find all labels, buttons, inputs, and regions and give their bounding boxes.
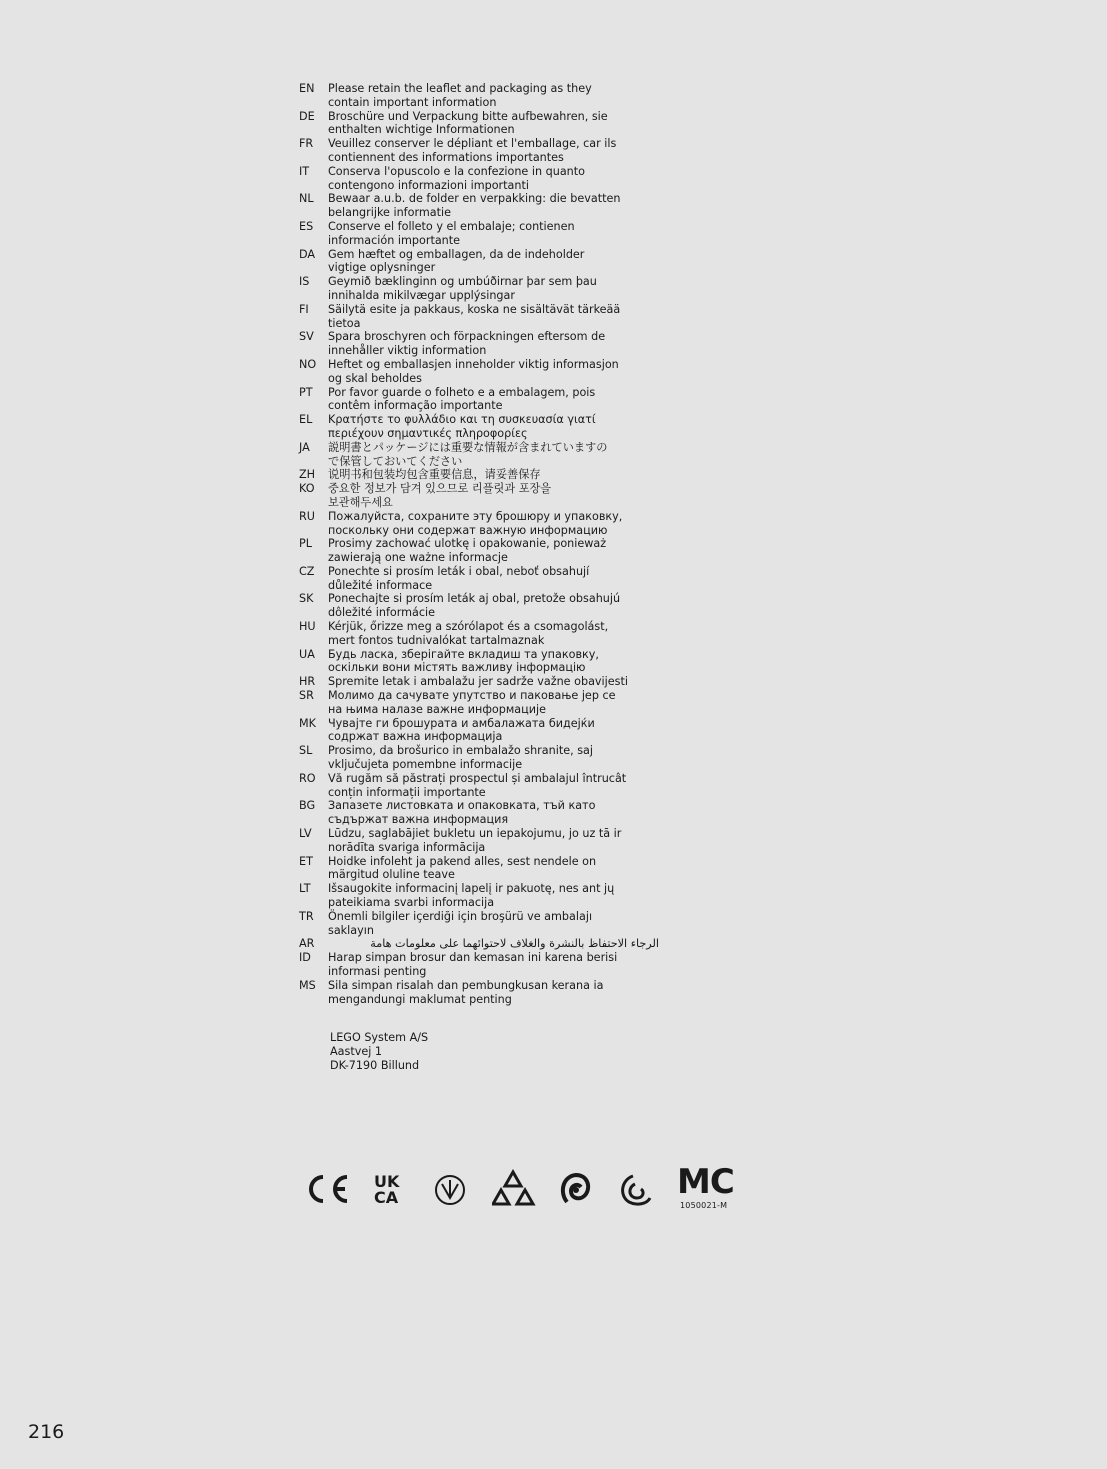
language-code: HR xyxy=(299,675,316,689)
mc-mark-icon: MC xyxy=(677,1162,734,1202)
notice-text: Conserva l'opuscolo e la confezione in quanto contengono informazioni importanti xyxy=(328,164,585,192)
language-entry xyxy=(299,413,659,441)
notice-text: Heftet og emballasjen inneholder viktig informasjon og skal beholdes xyxy=(328,357,619,385)
street: Aastvej 1 xyxy=(330,1044,383,1058)
language-code: SR xyxy=(299,689,314,703)
conformity-circle-icon xyxy=(433,1166,469,1210)
notice-text: Prosimo, da brošurico in embalažo shranite, saj vključujeta pomembne informacije xyxy=(328,744,594,772)
language-code: EN xyxy=(299,82,315,95)
language-code: IS xyxy=(299,275,310,289)
language-entry xyxy=(299,82,659,110)
language-code: NO xyxy=(299,357,317,371)
language-entry xyxy=(299,565,659,593)
swirl-mark-icon xyxy=(617,1166,653,1210)
language-entry xyxy=(299,330,659,358)
language-notice-list xyxy=(299,82,659,1006)
language-entry xyxy=(299,248,659,276)
language-entry xyxy=(299,772,659,800)
language-entry xyxy=(299,910,659,938)
language-code: ET xyxy=(299,854,313,868)
notice-text: Veuillez conserver le dépliant et l'emballage, car ils contiennent des informations importantes xyxy=(328,137,617,164)
notice-text: 중요한 정보가 담겨 있으므로 리플릿과 포장을 보관해두세요 xyxy=(328,482,552,509)
language-code: ZH xyxy=(299,468,316,482)
language-code: RU xyxy=(299,509,315,523)
language-entry xyxy=(299,620,659,648)
language-code: DA xyxy=(299,247,316,261)
notice-text: Запазете листовката и опаковката, тъй като съдържат важна информация xyxy=(328,799,596,827)
language-entry xyxy=(299,744,659,772)
language-entry xyxy=(299,441,659,469)
notice-text: 说明书和包装均包含重要信息，请妥善保存 xyxy=(328,468,541,482)
language-entry xyxy=(299,510,659,538)
manufacturer-address xyxy=(330,1031,428,1072)
language-code: MS xyxy=(299,978,316,992)
language-entry xyxy=(299,979,659,1007)
language-entry xyxy=(299,275,659,303)
language-code: FI xyxy=(299,302,309,316)
city: DK-7190 Billund xyxy=(330,1058,420,1072)
notice-text: Sila simpan risalah dan pembungkusan kerana ia mengandungi maklumat penting xyxy=(328,978,604,1006)
notice-text: Vă rugăm să păstrați prospectul și ambalajul întrucât conțin informații importante xyxy=(328,771,627,799)
language-code: HU xyxy=(299,620,316,634)
notice-text: Spara broschyren och förpackningen eftersom de innehåller viktig information xyxy=(328,330,606,358)
language-code: MK xyxy=(299,716,316,730)
notice-text: Säilytä esite ja pakkaus, koska ne sisältävät tärkeää tietoa xyxy=(328,302,621,330)
language-entry xyxy=(299,137,659,165)
language-code: ID xyxy=(299,951,311,965)
notice-text: Ponechte si prosím leták i obal, neboť obsahují důležité informace xyxy=(328,564,590,592)
notice-text: Чувајте ги брошурата и амбалажата бидејќи содржат важна информација xyxy=(328,716,595,744)
language-code: SV xyxy=(299,330,314,344)
language-code: CZ xyxy=(299,564,315,578)
language-code: SL xyxy=(299,744,313,758)
notice-text: Prosimy zachować ulotkę i opakowanie, ponieważ zawierają one ważne informacje xyxy=(328,537,607,565)
notice-text: Önemli bilgiler içerdiği için broşürü ve ambalajı saklayın xyxy=(328,909,593,937)
language-entry xyxy=(299,165,659,193)
triangles-mark-icon xyxy=(492,1166,536,1210)
notice-text: Ponechajte si prosím leták aj obal, pretože obsahujú dôležité informácie xyxy=(328,592,621,620)
language-code: IT xyxy=(299,164,310,178)
notice-text: Молимо да сачувате упутство и паковање јер се на њима налазе важне информације xyxy=(328,689,616,716)
language-code: TR xyxy=(299,909,314,923)
mc-code: 1050021-M xyxy=(680,1201,728,1210)
page-number: 216 xyxy=(28,1421,65,1443)
notice-text: Lūdzu, saglabājiet bukletu un iepakojumu, jo uz tā ir norādīta svariga informācija xyxy=(328,827,622,854)
notice-text: Spremite letak i ambalažu jer sadrže važne obavijesti xyxy=(328,675,628,689)
notice-text: Broschüre und Verpackung bitte aufbewahren, sie enthalten wichtige Informationen xyxy=(328,109,608,137)
language-entry xyxy=(299,592,659,620)
language-entry xyxy=(299,386,659,414)
language-entry xyxy=(299,537,659,565)
certification-marks xyxy=(305,1162,737,1214)
language-entry xyxy=(299,799,659,827)
ukca-mark-icon xyxy=(374,1174,399,1206)
language-code: AR xyxy=(299,937,315,951)
language-code: LV xyxy=(299,827,312,841)
ukca-top: UK xyxy=(374,1172,400,1191)
notice-text: Išsaugokite informacinį lapelį ir pakuotę, nes ant jų pateikiama svarbi informacija xyxy=(328,882,615,910)
notice-text: Harap simpan brosur dan kemasan ini karena berisi informasi penting xyxy=(328,951,618,978)
language-entry xyxy=(299,882,659,910)
language-entry xyxy=(299,717,659,745)
language-entry xyxy=(299,855,659,883)
language-entry xyxy=(299,303,659,331)
notice-text: Пожалуйста, сохраните эту брошюру и упаковку, поскольку они содержат важную информацию xyxy=(328,509,623,537)
notice-text: Bewaar a.u.b. de folder en verpakking: die bevatten belangrijke informatie xyxy=(328,192,621,220)
language-code: KO xyxy=(299,482,315,496)
language-code: RO xyxy=(299,771,316,785)
notice-text: Conserve el folleto y el embalaje; contienen información importante xyxy=(328,219,575,247)
notice-text: Por favor guarde o folheto e a embalagem, pois contêm informação importante xyxy=(328,385,596,413)
language-code: LT xyxy=(299,882,311,896)
language-entry xyxy=(299,220,659,248)
language-entry xyxy=(299,827,659,855)
company-name: LEGO System A/S xyxy=(330,1031,429,1044)
language-entry xyxy=(299,675,659,689)
language-entry xyxy=(299,482,659,510)
language-entry xyxy=(299,110,659,138)
ukca-bottom: CA xyxy=(374,1188,399,1207)
language-entry xyxy=(299,192,659,220)
recycle-mark-icon xyxy=(559,1166,593,1210)
language-entry xyxy=(299,937,659,951)
language-code: JA xyxy=(299,440,310,454)
language-entry xyxy=(299,468,659,482)
language-entry xyxy=(299,358,659,386)
notice-text: Gem hæftet og emballagen, da de indeholder vigtige oplysninger xyxy=(328,247,585,275)
notice-text: Κρατήστε το φυλλάδιο και τη συσκευασία γιατί περιέχουν σημαντικές πληροφορίες xyxy=(328,413,596,440)
notice-text: 説明書とパッケージには重要な情報が含まれていますの で保管しておいてください xyxy=(328,440,608,468)
notice-text: الرجاء الاحتفاظ بالنشرة والغلاف لاحتوائهما على معلومات هامة xyxy=(370,937,659,951)
language-code: PT xyxy=(299,385,313,399)
notice-text: Hoidke infoleht ja pakend alles, sest nendele on märgitud oluline teave xyxy=(328,854,597,882)
ce-mark-icon xyxy=(305,1166,349,1212)
notice-text: Please retain the leaflet and packaging as they contain important information xyxy=(328,82,592,109)
language-code: EL xyxy=(299,413,313,427)
language-code: DE xyxy=(299,109,315,123)
language-code: UA xyxy=(299,647,315,661)
language-code: ES xyxy=(299,219,314,233)
notice-text: Geymið bæklinginn og umbúðirnar þar sem þau innihalda mikilvægar upplýsingar xyxy=(328,275,597,302)
language-code: NL xyxy=(299,192,314,206)
language-code: SK xyxy=(299,592,314,606)
language-entry xyxy=(299,648,659,676)
language-code: FR xyxy=(299,137,314,151)
notice-text: Будь ласка, зберігайте вкладиш та упаковку, оскільки вони містять важливу інформацію xyxy=(328,647,599,675)
language-entry xyxy=(299,689,659,717)
language-entry xyxy=(299,951,659,979)
language-code: BG xyxy=(299,799,316,813)
language-code: PL xyxy=(299,537,312,551)
notice-text: Kérjük, őrizze meg a szórólapot és a csomagolást, mert fontos tudnivalókat tartalmaznak xyxy=(328,620,609,647)
